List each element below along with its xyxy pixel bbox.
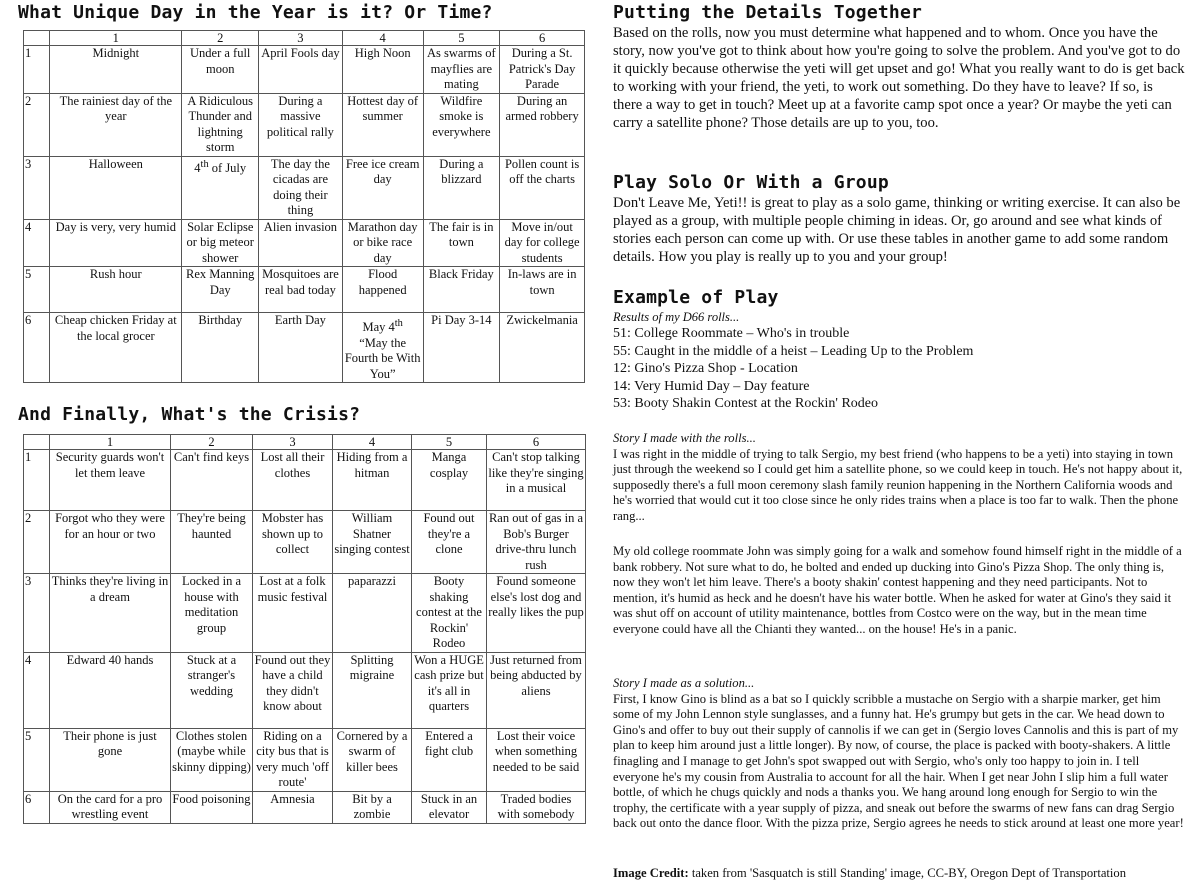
table-cell: Found out they have a child they didn't know about bbox=[253, 652, 333, 728]
day-table bbox=[23, 30, 585, 383]
fourth-sup: th bbox=[200, 158, 209, 170]
table-cell: Mobster has shown up to collect bbox=[253, 511, 333, 574]
table-cell: Traded bodies with somebody bbox=[487, 791, 586, 823]
table-cell: Under a full moon bbox=[182, 46, 259, 94]
fourth-number: 4 bbox=[194, 160, 201, 175]
table-cell: paparazzi bbox=[333, 574, 412, 653]
example-section-title: Example of Play bbox=[613, 287, 779, 308]
table-row bbox=[24, 219, 585, 267]
row-number: 5 bbox=[24, 728, 50, 791]
table-cell: Marathon day or bike race day bbox=[342, 219, 423, 267]
table-cell: Cheap chicken Friday at the local grocer bbox=[50, 313, 182, 383]
table-cell: Wildfire smoke is everywhere bbox=[423, 93, 500, 156]
header-cell: 3 bbox=[253, 435, 333, 450]
table-cell: April Fools day bbox=[259, 46, 343, 94]
fourth-rest: of July bbox=[208, 160, 247, 175]
row-number: 2 bbox=[24, 93, 50, 156]
row-number: 5 bbox=[24, 267, 50, 313]
table-cell: Stuck in an elevator bbox=[412, 791, 487, 823]
table-cell: The fair is in town bbox=[423, 219, 500, 267]
story-paragraph-1: I was right in the middle of trying to talk Sergio, my best friend (who happens to be a yeti) into staying in town just through the weekend so I could get him a satellite phone, so we could keep in touch. He's not happy about it, supposedly there's a full moon ceremony slash family reunion happening in the Northern California woods and he's worried that would cut it too close since he only rides trains when a place is too far to walk. Then the phone rang... bbox=[613, 446, 1183, 523]
story-block-2 bbox=[613, 544, 1185, 638]
list-item: 53: Booty Shakin Contest at the Rockin' Rodeo bbox=[613, 396, 879, 412]
table-cell: Zwickelmania bbox=[500, 313, 585, 383]
table-cell: Food poisoning bbox=[171, 791, 253, 823]
table-cell: Lost their voice when something needed to be said bbox=[487, 728, 586, 791]
row-number: 1 bbox=[24, 46, 50, 94]
table-cell: Booty shaking contest at the Rockin' Rodeo bbox=[412, 574, 487, 653]
table-cell: Can't stop talking like they're singing in a musical bbox=[487, 450, 586, 511]
row-number: 6 bbox=[24, 313, 50, 383]
table-cell: Lost all their clothes bbox=[253, 450, 333, 511]
table-cell: On the card for a pro wrestling event bbox=[50, 791, 171, 823]
table-cell: Splitting migraine bbox=[333, 652, 412, 728]
table-cell: Earth Day bbox=[259, 313, 343, 383]
table-row bbox=[24, 156, 585, 219]
crisis-table bbox=[23, 434, 586, 824]
day-table-header bbox=[24, 31, 585, 46]
table-cell: Edward 40 hands bbox=[50, 652, 171, 728]
table-cell: Free ice cream day bbox=[342, 156, 423, 219]
results-label: Results of my D66 rolls... bbox=[613, 310, 740, 324]
table-cell: Rex Manning Day bbox=[182, 267, 259, 313]
table-cell: Found out they're a clone bbox=[412, 511, 487, 574]
table-cell: Black Friday bbox=[423, 267, 500, 313]
row-number: 6 bbox=[24, 791, 50, 823]
table-cell: A Ridiculous Thunder and lightning storm bbox=[182, 93, 259, 156]
table-cell: William Shatner singing contest bbox=[333, 511, 412, 574]
header-cell: 5 bbox=[423, 31, 500, 46]
solution-block bbox=[613, 676, 1185, 832]
header-cell: 6 bbox=[500, 31, 585, 46]
table-row bbox=[24, 728, 586, 791]
header-cell: 4 bbox=[333, 435, 412, 450]
table-cell: Security guards won't let them leave bbox=[50, 450, 171, 511]
table-cell: Flood happened bbox=[342, 267, 423, 313]
table-cell: Found someone else's lost dog and really likes the pup bbox=[487, 574, 586, 653]
table-cell-may-fourth bbox=[342, 313, 423, 383]
table-cell: Pi Day 3-14 bbox=[423, 313, 500, 383]
table-cell: Alien invasion bbox=[259, 219, 343, 267]
may-rest: “May the Fourth be With You” bbox=[344, 335, 421, 381]
table-cell-fourth-of-july bbox=[182, 156, 259, 219]
story-paragraph-2: My old college roommate John was simply going for a walk and somehow found himself right in the middle of a bank robbery. Not sure what to do, he bolted and ended up ducking into Gino's Pizza Shop. The only thing is, now they won't let him leave. There's a booty shakin' contest happening and they need participants. Not to mention, it's humid as heck and he doesn't have his water bottle. When he asked for water at Gino's they said it was shut off on account of utility maintenance, bottles from Costco were on the way, but in the mean time everyone could have all the Chianti they wanted... on the house! He's in a panic. bbox=[613, 544, 1182, 636]
table-row bbox=[24, 652, 586, 728]
table-cell: Their phone is just gone bbox=[50, 728, 171, 791]
table-cell: Stuck at a stranger's wedding bbox=[171, 652, 253, 728]
table-cell: Rush hour bbox=[50, 267, 182, 313]
story-label: Story I made with the rolls... bbox=[613, 431, 756, 445]
table-cell: Hottest day of summer bbox=[342, 93, 423, 156]
table-cell: Pollen count is off the charts bbox=[500, 156, 585, 219]
table-cell: Clothes stolen (maybe while skinny dipping) bbox=[171, 728, 253, 791]
results-list bbox=[613, 309, 1185, 413]
header-cell bbox=[24, 435, 50, 450]
table-cell: Can't find keys bbox=[171, 450, 253, 511]
header-cell: 1 bbox=[50, 31, 182, 46]
credit-text: taken from 'Sasquatch is still Standing' image, CC-BY, Oregon Dept of Transportation bbox=[688, 866, 1127, 880]
crisis-section-title: And Finally, What's the Crisis? bbox=[18, 404, 361, 425]
table-row bbox=[24, 93, 585, 156]
table-cell: Birthday bbox=[182, 313, 259, 383]
solution-paragraph: First, I know Gino is blind as a bat so I quickly scribble a mustache on Sergio with a sharpie marker, get him some of my John Lennon style sunglasses, and a funny hat. He's grumpy but gets in the car. We head down to Gino's and offer to buy out their supply of cannolis if we can get in (Sergio loves Cannolis and this is part of my plan to keep him around just a little longer). By now, of course, the place is packed with booty-shakers. A little finagling and I manage to get John's spot swapped out with Sergio, who's only too happy to join in. I tell everyone he's my cousin from Australia to account for all the hair. When I get near John I slip him a full water bottle, of which he chugs quickly and nods a thanks you. We hang around long enough for Sergio to win the trophy, the certificate with a year supply of pizza, and sneak out before the swarms of new fans can drag Sergio back out onto the dance floor. With the pizza prize, Sergio agrees he needs to stick around at least one more year! bbox=[613, 691, 1184, 831]
table-cell: Ran out of gas in a Bob's Burger drive-thru lunch rush bbox=[487, 511, 586, 574]
table-cell: Forgot who they were for an hour or two bbox=[50, 511, 171, 574]
header-cell: 4 bbox=[342, 31, 423, 46]
table-cell: During a St. Patrick's Day Parade bbox=[500, 46, 585, 94]
header-cell: 6 bbox=[487, 435, 586, 450]
story-block bbox=[613, 431, 1185, 525]
list-item: 51: College Roommate – Who's in trouble bbox=[613, 326, 850, 341]
solo-section-title: Play Solo Or With a Group bbox=[613, 172, 889, 193]
table-cell: Manga cosplay bbox=[412, 450, 487, 511]
table-row bbox=[24, 46, 585, 94]
table-row bbox=[24, 450, 586, 511]
list-item: 55: Caught in the middle of a heist – Leading Up to the Problem bbox=[613, 343, 974, 359]
table-cell: Bit by a zombie bbox=[333, 791, 412, 823]
header-cell: 2 bbox=[182, 31, 259, 46]
row-number: 4 bbox=[24, 652, 50, 728]
table-cell: They're being haunted bbox=[171, 511, 253, 574]
header-cell bbox=[24, 31, 50, 46]
table-cell: Riding on a city bus that is very much 'off route' bbox=[253, 728, 333, 791]
row-number: 3 bbox=[24, 156, 50, 219]
table-cell: The rainiest day of the year bbox=[50, 93, 182, 156]
table-cell: Amnesia bbox=[253, 791, 333, 823]
table-row bbox=[24, 574, 586, 653]
row-number: 3 bbox=[24, 574, 50, 653]
credit-label: Image Credit: bbox=[613, 866, 689, 880]
row-number: 2 bbox=[24, 511, 50, 574]
may-number: May 4 bbox=[362, 320, 395, 335]
header-cell: 5 bbox=[412, 435, 487, 450]
may-sup: th bbox=[394, 318, 403, 329]
table-cell: Just returned from being abducted by aliens bbox=[487, 652, 586, 728]
table-cell: Won a HUGE cash prize but it's all in quarters bbox=[412, 652, 487, 728]
row-number: 4 bbox=[24, 219, 50, 267]
table-cell: Halloween bbox=[50, 156, 182, 219]
table-row bbox=[24, 791, 586, 823]
table-cell: Lost at a folk music festival bbox=[253, 574, 333, 653]
table-cell: In-laws are in town bbox=[500, 267, 585, 313]
solution-label: Story I made as a solution... bbox=[613, 676, 755, 690]
table-cell: Mosquitoes are real bad today bbox=[259, 267, 343, 313]
table-row bbox=[24, 511, 586, 574]
table-cell: During a blizzard bbox=[423, 156, 500, 219]
day-section-title: What Unique Day in the Year is it? Or Time? bbox=[18, 2, 493, 23]
table-cell: Entered a fight club bbox=[412, 728, 487, 791]
header-cell: 1 bbox=[50, 435, 171, 450]
table-cell: Hiding from a hitman bbox=[333, 450, 412, 511]
table-cell: High Noon bbox=[342, 46, 423, 94]
table-cell: Day is very, very humid bbox=[50, 219, 182, 267]
solo-paragraph: Don't Leave Me, Yeti!! is great to play as a solo game, thinking or writing exercise. It can also be played as a group, with multiple people chiming in ideas. Or, go around and see what kinds of stories each person can come up with. Or use these tables in another game to add some random details. How you play is really up to you and your group! bbox=[613, 195, 1181, 265]
row-number: 1 bbox=[24, 450, 50, 511]
table-cell: As swarms of mayflies are mating bbox=[423, 46, 500, 94]
list-item: 12: Gino's Pizza Shop - Location bbox=[613, 361, 798, 377]
details-paragraph: Based on the rolls, now you must determine what happened and to whom. Once you have the story, now you've got to think about how you're going to solve the problem. And you've got to do it quickly because otherwise the yeti will get upset and go! What you really want to do is get back to working with your friend, the yeti, to work out something. Do they have to leave? If so, is there a way to get in touch? Meet up at a favorite camp spot once a year? Or maybe the yeti can carry a satellite phone? Those details are up to you, too. bbox=[613, 25, 1185, 131]
table-cell: Solar Eclipse or big meteor shower bbox=[182, 219, 259, 267]
header-cell: 3 bbox=[259, 31, 343, 46]
table-cell: During a massive political rally bbox=[259, 93, 343, 156]
table-row bbox=[24, 313, 585, 383]
table-cell: Locked in a house with meditation group bbox=[171, 574, 253, 653]
details-section-title: Putting the Details Together bbox=[613, 2, 923, 23]
header-cell: 2 bbox=[171, 435, 253, 450]
table-cell: Midnight bbox=[50, 46, 182, 94]
table-row bbox=[24, 267, 585, 313]
table-cell: The day the cicadas are doing their thing bbox=[259, 156, 343, 219]
table-cell: Move in/out day for college students bbox=[500, 219, 585, 267]
image-credit bbox=[613, 866, 1185, 882]
table-cell: Thinks they're living in a dream bbox=[50, 574, 171, 653]
crisis-table-header bbox=[24, 435, 586, 450]
table-cell: Cornered by a swarm of killer bees bbox=[333, 728, 412, 791]
table-cell: During an armed robbery bbox=[500, 93, 585, 156]
list-item: 14: Very Humid Day – Day feature bbox=[613, 378, 810, 394]
